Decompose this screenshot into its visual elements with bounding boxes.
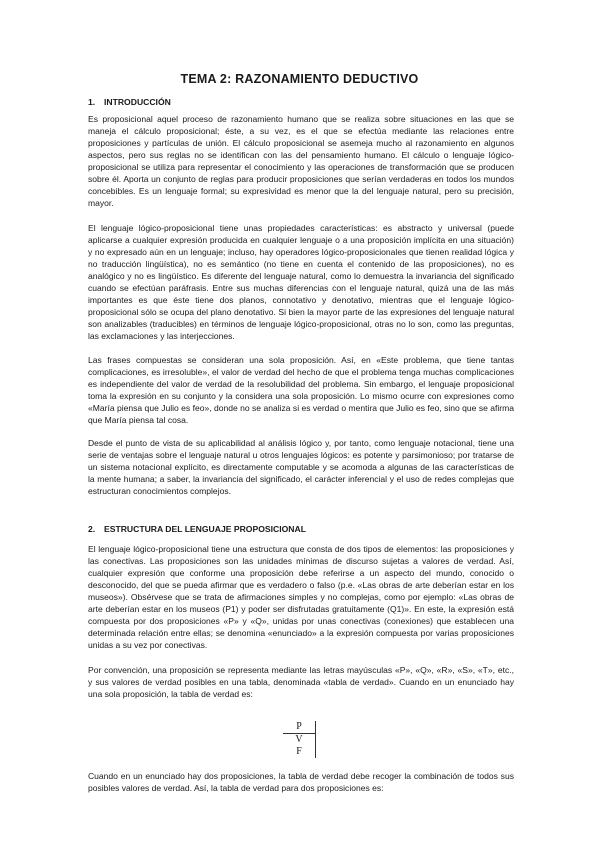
section-title: INTRODUCCIÓN	[104, 97, 171, 107]
truth-table-cell: F	[296, 746, 302, 757]
paragraph: Es proposicional aquel proceso de razonamiento humano que se realiza sobre situaciones en las que se maneja el cálculo proposicional; éste, a su vez, es el que se efectúa mediante las relaciones entre proposiciones y partículas de unión. El cálculo proposicional se asemeja mucho al razonamiento en algunos aspectos, pero sus reglas no se identifican con las del pensamiento humano. El cálculo o lenguaje lógico-proposicional se utiliza para representar el conocimiento y las operaciones de transformación que se producen sobre él. Aporta un conjunto de reglas para producir proposiciones que serían verdaderas en todos los mundos concebibles. Es un lenguaje formal; su expresividad es menor que la del lenguaje natural, pero su precisión, mayor.	[88, 114, 514, 209]
section-number: 1.	[88, 97, 96, 107]
truth-table-cell: V	[295, 734, 303, 745]
truth-table-header: P	[283, 721, 315, 734]
paragraph: El lenguaje lógico-proposicional tiene una estructura que consta de dos tipos de elementos: las proposiciones y las conectivas. Las proposiciones son las unidades mínimas de discurso sujetas a valores de verdad. Así, cualquier expresión que conforme una proposición debe referirse a un aspecto del mundo, conocido o desconocido, del que se pueda afirmar que es verdadero o falso (p.e. «Las obras de arte deberían estar en los museos»). Obsérvese que se trata de afirmaciones simples y no complejas, como por ejemplo: «Las obras de arte deberían estar en los museos (P1) y poder ser disfrutadas gratuitamente (Q1)». En este, la expresión está compuesta por dos proposiciones «P» y «Q», unidas por unas conectivas (conexiones) que establecen una determinada relación entre ellas; se denomina «enunciado» a la expresión compuesta por varias proposiciones unidas a su vez por conectivas.	[88, 544, 514, 651]
section-title: ESTRUCTURA DEL LENGUAJE PROPOSICIONAL	[104, 524, 306, 534]
document-title: TEMA 2: RAZONAMIENTO DEDUCTIVO	[180, 72, 419, 86]
section-heading-introduccion	[88, 97, 171, 107]
paragraph: Desde el punto de vista de su aplicabilidad al análisis lógico y, por tanto, como lenguaje notacional, tiene una serie de ventajas sobre el lenguaje natural u otros lenguajes lógicos: es potente y parsimonioso; por tratarse de un sistema notacional explícito, es directamente computable y se acomoda a algunas de las características de la mente humana; a saber, la invariancia del significado, el carácter inferencial y el uso de redes complejas que estructuran conocimientos complejos.	[88, 438, 514, 497]
section-heading-estructura	[88, 524, 306, 534]
paragraph: Las frases compuestas se consideran una sola proposición. Así, en «Este problema, que tiene tantas complicaciones, es irresoluble», el valor de verdad del hecho de que el problema tenga muchas complicaciones es independiente del valor de verdad de la resolubilidad del problema. Sin embargo, el lenguaje proposicional toma la expresión en su conjunto y la considera una sola proposición. Lo mismo ocurre con expresiones como «María piensa que Julio es feo», donde no se analiza si es verdad o mentira que Julio es feo, sino que se afirma que María piensa tal cosa.	[88, 355, 514, 426]
section-number: 2.	[88, 524, 96, 534]
paragraph: Cuando en un enunciado hay dos proposiciones, la tabla de verdad debe recoger la combinación de todos sus posibles valores de verdad. Así, la tabla de verdad para dos proposiciones es:	[88, 771, 514, 794]
paragraph: El lenguaje lógico-proposicional tiene unas propiedades características: es abstracto y universal (puede aplicarse a cualquier expresión producida en cualquier lenguaje o a una proposición implícita en una situación) y no expresado aún en un lenguaje; incluso, hay operadores lógico-proposicionales que tienen realidad lógica y no traducción lingüística), no es semántico (no tiene en cuenta el contenido de las proposiciones), no es analógico y no es lingüístico. Es diferente del lenguaje natural, como lo demuestra la invariancia del significado cuando se efectúan paráfrasis. Entre sus muchas diferencias con el lenguaje natural, quizá una de las más importantes es que éste tiene dos planos, connotativo y denotativo, mientras que el lenguaje lógico-proposicional sólo se ocupa del plano denotativo. Si bien la mayor parte de las expresiones del lenguaje natural son analizables (traducibles) en términos de lenguaje lógico-proposicional, otras no lo son, como las preguntas, las exclamaciones y las interjecciones.	[88, 223, 514, 342]
truth-table	[283, 721, 316, 758]
paragraph: Por convención, una proposición se representa mediante las letras mayúsculas «P», «Q», «R», «S», «T», etc., y sus valores de verdad posibles en una tabla, denominada «tabla de verdad». Cuando en un enunciado hay una sola proposición, la tabla de verdad es:	[88, 665, 514, 700]
